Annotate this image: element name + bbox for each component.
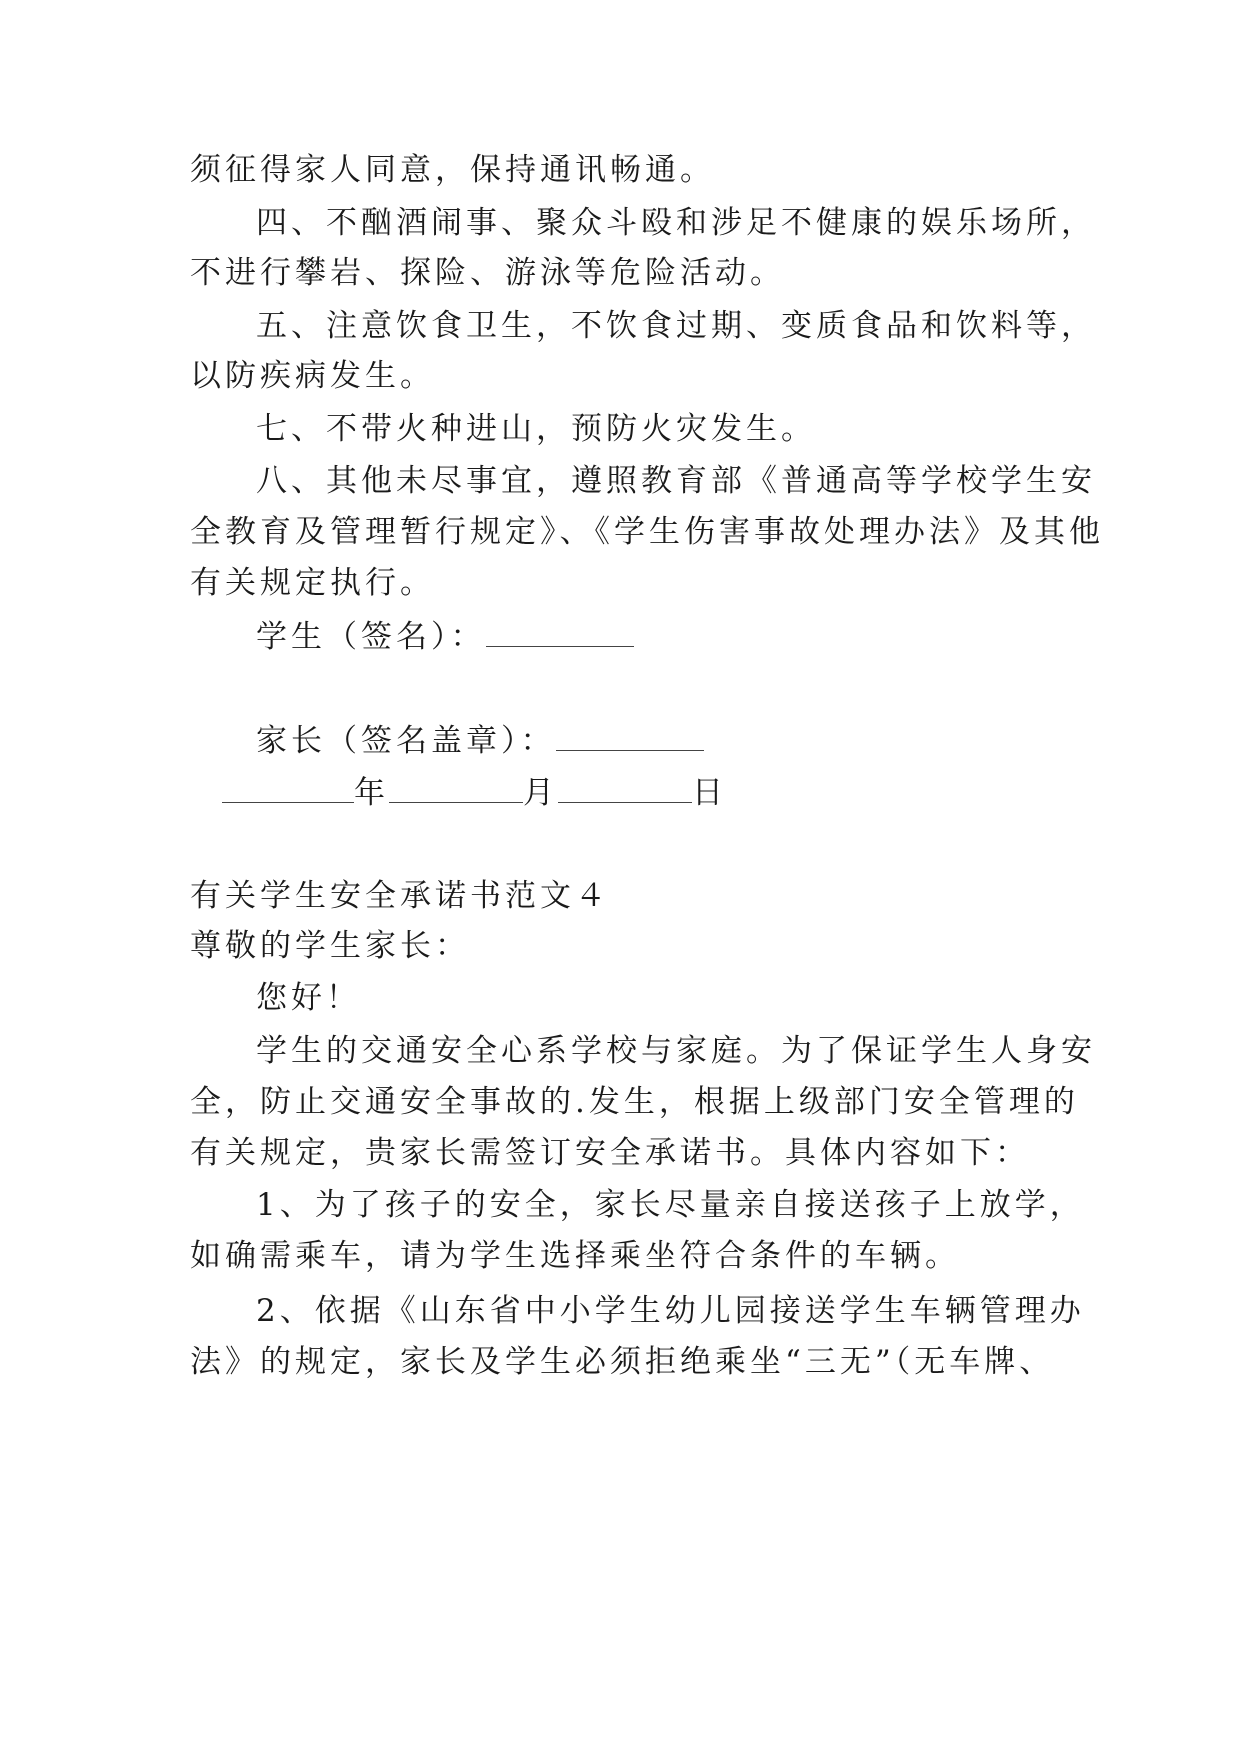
- month-blank[interactable]: [389, 772, 523, 803]
- day-blank[interactable]: [558, 772, 692, 803]
- greeting: 您好！: [256, 980, 361, 1016]
- year-blank[interactable]: [222, 772, 354, 803]
- month-label: 月: [523, 775, 558, 811]
- student-signature-label: 学生（签名）：: [256, 619, 486, 655]
- text-line: 五、注意饮食卫生，不饮食过期、变质食品和饮料等，: [256, 308, 1096, 344]
- text-line: 有关规定，贵家长需签订安全承诺书。具体内容如下：: [190, 1135, 1030, 1171]
- year-label: 年: [354, 775, 389, 811]
- text-line: 1、为了孩子的安全，家长尽量亲自接送孩子上放学，: [256, 1187, 1085, 1223]
- parent-signature-row: [256, 720, 1136, 761]
- text-line: 四、不酗酒闹事、聚众斗殴和涉足不健康的娱乐场所，: [256, 205, 1096, 241]
- text-line: 有关规定执行。: [190, 565, 435, 601]
- text-line: 七、不带火种进山，预防火灾发生。: [256, 411, 816, 447]
- text-line: 全教育及管理暂行规定》、《学生伤害事故处理办法》及其他: [190, 514, 1104, 550]
- text-line: 不进行攀岩、探险、游泳等危险活动。: [190, 255, 785, 291]
- parent-signature-label: 家长（签名盖章）：: [256, 723, 556, 759]
- text-line: 以防疾病发生。: [190, 358, 435, 394]
- text-line: 全，防止交通安全事故的.发生，根据上级部门安全管理的: [190, 1084, 1079, 1120]
- text-line: 2、依据《山东省中小学生幼儿园接送学生车辆管理办: [256, 1293, 1085, 1329]
- text-line: 法》的规定，家长及学生必须拒绝乘坐“三无”（无车牌、: [190, 1344, 1055, 1380]
- salutation: 尊敬的学生家长：: [190, 928, 470, 964]
- student-signature-row: [256, 616, 1136, 657]
- day-label: 日: [692, 775, 727, 811]
- text-line: 学生的交通安全心系学校与家庭。为了保证学生人身安: [256, 1033, 1096, 1069]
- student-signature-blank[interactable]: [486, 616, 634, 647]
- text-line: 须征得家人同意，保持通讯畅通。: [190, 152, 715, 188]
- text-line: 八、其他未尽事宜，遵照教育部《普通高等学校学生安: [256, 463, 1096, 499]
- section-title: 有关学生安全承诺书范文４: [190, 878, 610, 914]
- date-row: [222, 772, 1102, 813]
- text-line: 如确需乘车，请为学生选择乘坐符合条件的车辆。: [190, 1238, 960, 1274]
- parent-signature-blank[interactable]: [556, 720, 704, 751]
